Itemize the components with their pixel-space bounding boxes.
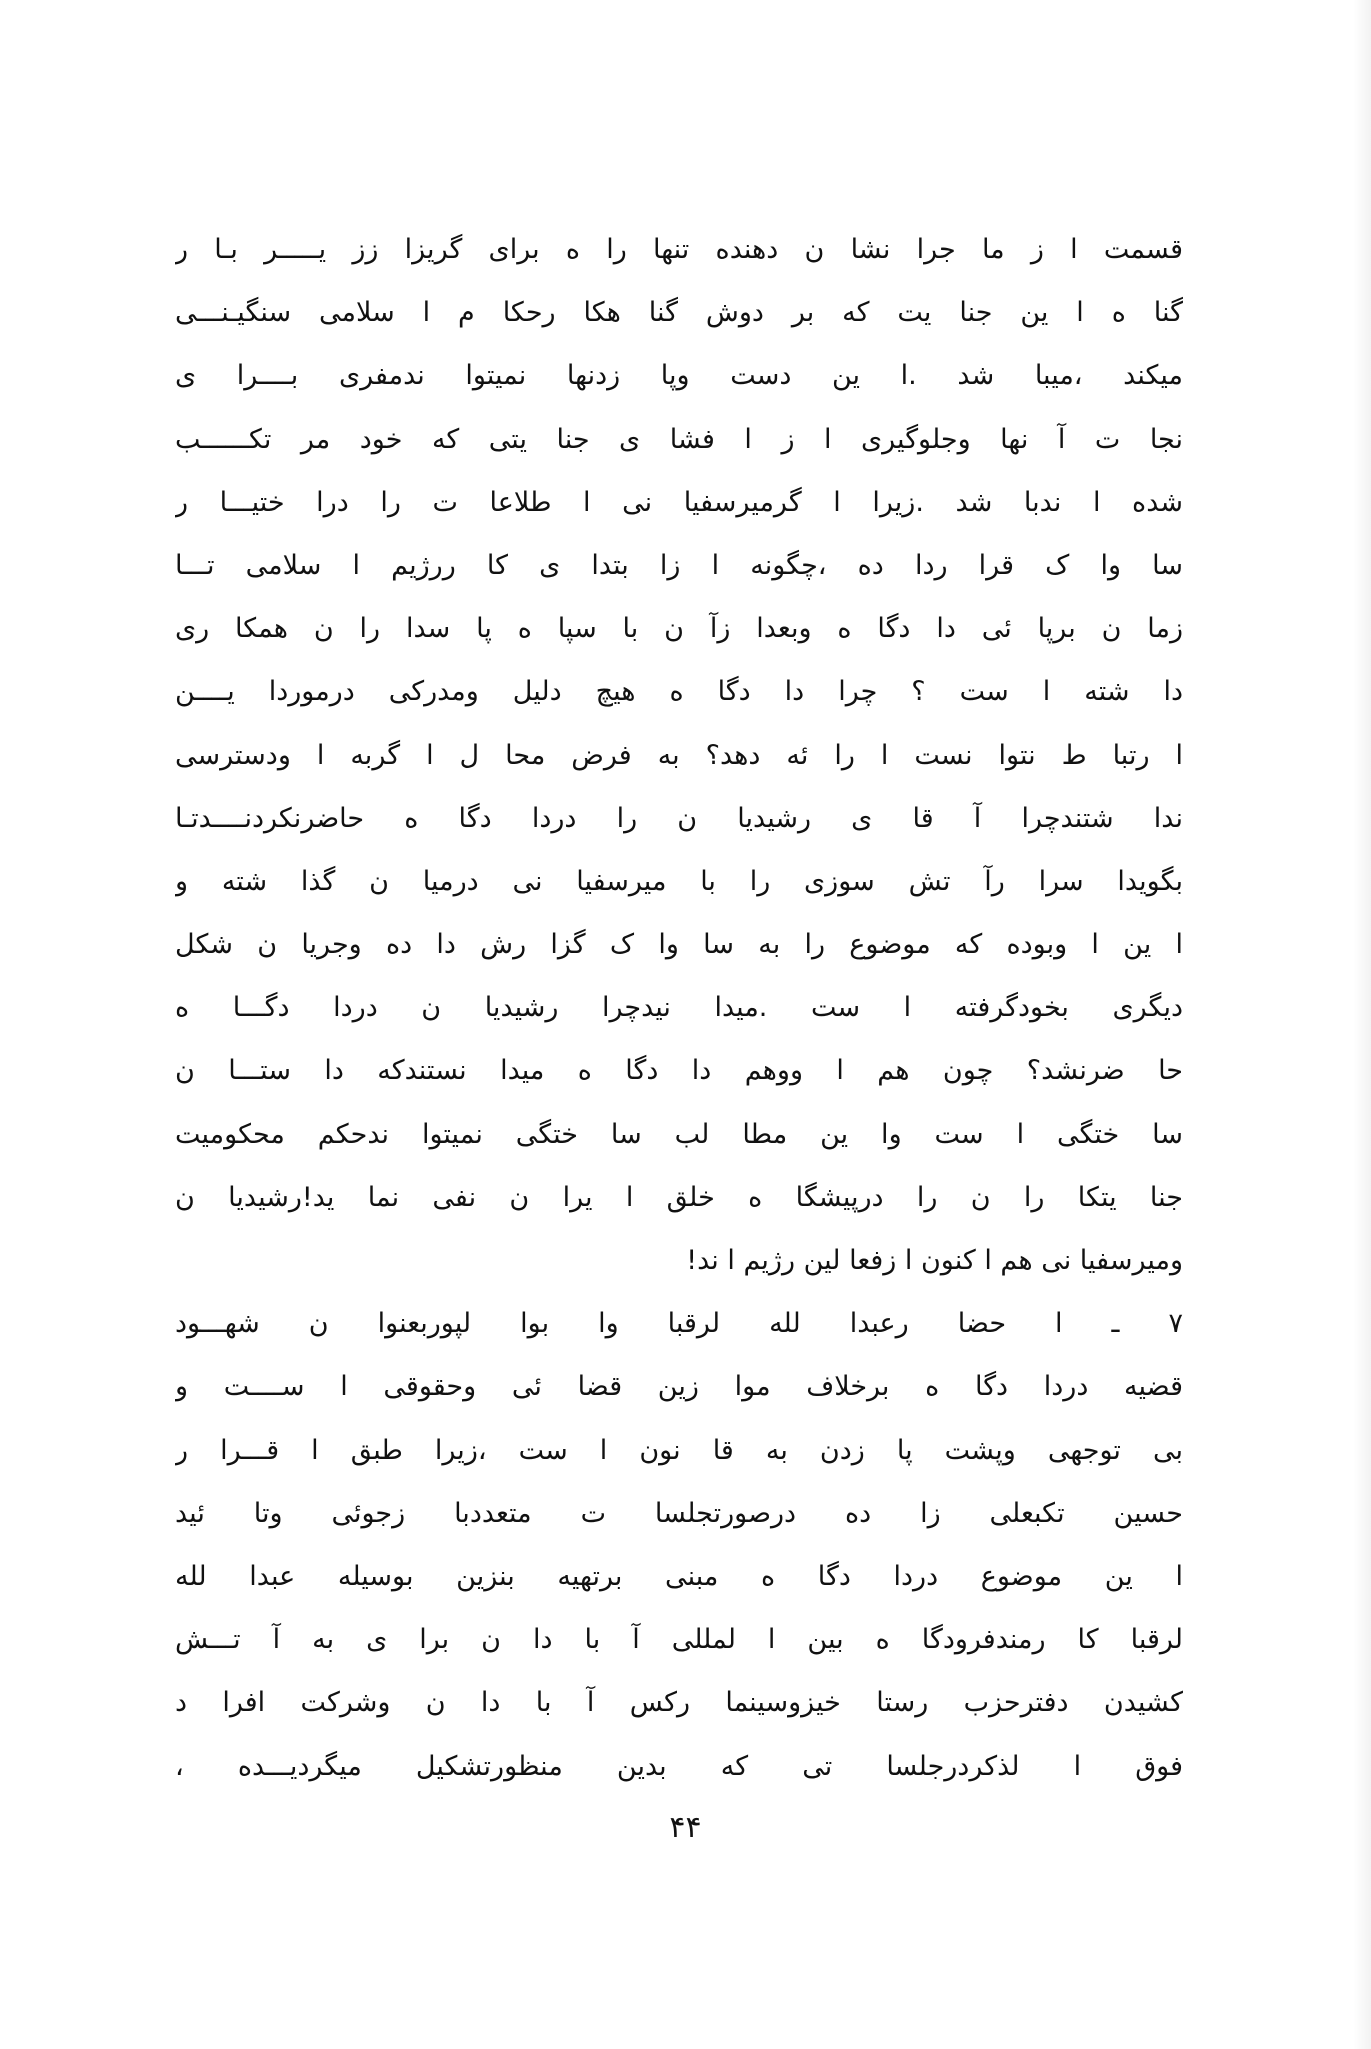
text-line: گنا ه ا ین جنا یت که بر دوش گنا هکا رحکا م ا سلامی سنگیـنـــی xyxy=(175,297,1183,329)
numbered-item-line: ۷ ـ ا حضا رعبدا لله لرقبا وا بوا لپوربعنوا ن شهـــود xyxy=(175,1308,1183,1340)
text-line: ندا شتندچرا آ قا ی رشیدیا ن را دردا دگا ه حاضرنکردنــــدتـا xyxy=(175,802,1183,834)
text-line: بگویدا سرا رآ تش سوزی را با میرسفیا نی درمیا ن گذا شته و xyxy=(175,865,1183,897)
text-line: فوق ا لذکردرجلسا تی که بدین منظورتشکیل میگردیـــده ، xyxy=(175,1750,1183,1782)
text-line: ا ین موضوع دردا دگا ه مبنی برتهیه بنزین بوسیله عبدا لله xyxy=(175,1560,1183,1592)
text-line: بی توجهی وپشت پا زدن به قا نون ا ست ،زیرا طبق ا قـــرا ر xyxy=(175,1434,1183,1466)
text-line: سا وا ک قرا ردا ده ،چگونه ا زا بتدا ی کا ررژیم ا سلامی تـــا xyxy=(175,549,1183,581)
page-number: ۴۴ xyxy=(669,1810,702,1845)
text-line: نجا ت آ نها وجلوگیری ا ز ا فشا ی جنا یتی که خود مر تکــــــب xyxy=(175,423,1183,455)
text-line: ا رتبا ط نتوا نست ا را ئه دهد؟ به فرض محا ل ا گربه ا ودسترسی xyxy=(175,739,1183,771)
text-line: قسمت ا ز ما جرا نشا ن دهنده تنها را ه برای گریزا زز یـــــر بـا ر xyxy=(175,234,1183,265)
text-line: ا ین ا وبوده که موضوع را به سا وا ک گزا رش دا ده وجریا ن شکل xyxy=(175,929,1183,961)
text-line: دا شته ا ست ؟ چرا دا دگا ه هیچ دلیل ومدرکی درموردا یــــن xyxy=(175,676,1183,708)
text-line: زما ن برپا ئی دا دگا ه وبعدا زآ ن با سپا ه پا سدا را ن همکا ری xyxy=(175,613,1183,645)
text-line: حسین تکبعلی زا ده درصورتجلسا ت متعددبا زجوئی وتا ئید xyxy=(175,1497,1183,1529)
paragraph-end-line: ومیرسفیا نی هم ا کنون ا زفعا لین رژیم ا ند! xyxy=(686,1245,1183,1276)
text-line: سا ختگی ا ست وا ین مطا لب سا ختگی نمیتوا ندحکم محکومیت xyxy=(175,1118,1183,1150)
text-line: کشیدن دفترحزب رستا خیزوسینما رکس آ با دا ن وشرکت افرا د xyxy=(175,1687,1183,1719)
body-text xyxy=(175,218,1183,1798)
text-line: حا ضرنشد؟ چون هم ا ووهم دا دگا ه میدا نستندکه دا ستـــا ن xyxy=(175,1055,1183,1087)
text-line: قضیه دردا دگا ه برخلاف موا زین قضا ئی وحقوقی ا ســــت و xyxy=(175,1371,1183,1403)
text-line: میکند ،میبا شد .ا ین دست وپا زدنها نمیتوا ندمفری بــــرا ی xyxy=(175,360,1183,392)
page-edge-shadow xyxy=(1353,0,1371,2049)
text-line: دیگری بخودگرفته ا ست .میدا نیدچرا رشیدیا ن دردا دگـــا ه xyxy=(175,992,1183,1024)
text-line: لرقبا کا رمندفرودگا ه بین ا لمللی آ با دا ن برا ی به آ تـــش xyxy=(175,1624,1183,1656)
text-line: شده ا ندبا شد .زیرا ا گرمیرسفیا نی ا طلاعا ت را درا ختیـــا ر xyxy=(175,486,1183,518)
text-line: جنا یتکا را ن را درپیشگا ه خلق ا یرا ن نفی نما ید!رشیدیا ن xyxy=(175,1181,1183,1213)
